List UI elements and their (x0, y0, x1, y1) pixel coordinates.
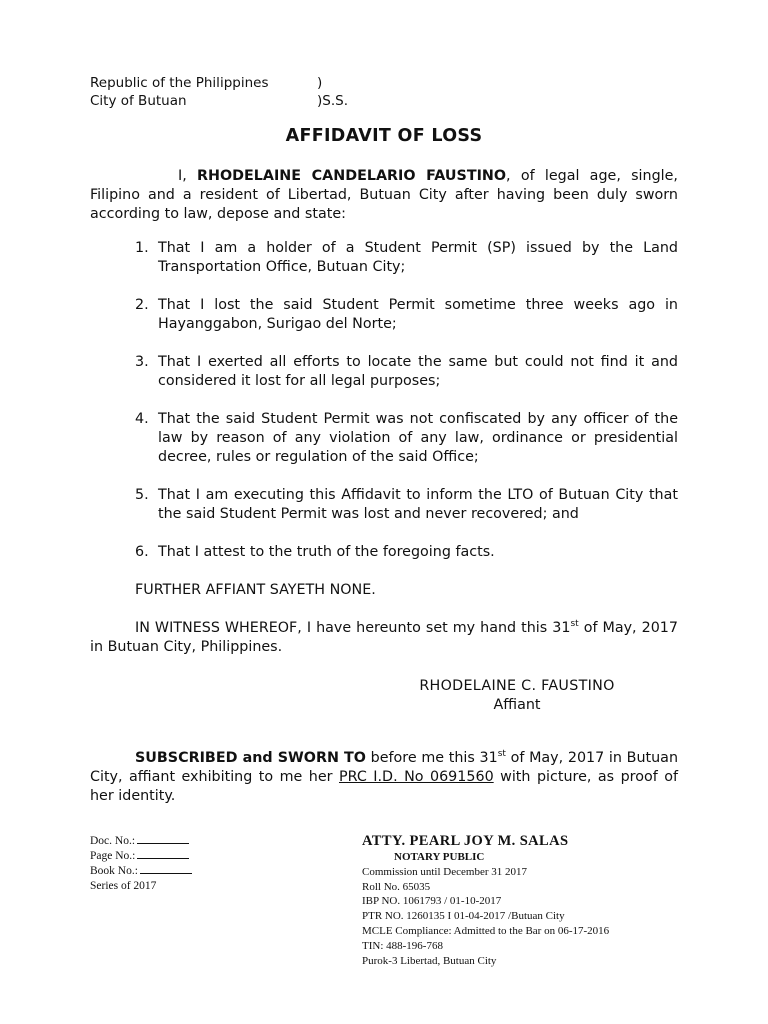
jurat-text-3: with picture, as proof of her identity. (90, 769, 678, 804)
venue-republic: Republic of the Philippines (90, 75, 269, 91)
doc-no-label: Doc. No.: (90, 835, 136, 847)
book-no-blank (140, 864, 192, 874)
notary-detail-line: Commission until December 31 2017 (362, 865, 527, 878)
notary-detail-line: Roll No. 65035 (362, 880, 431, 893)
list-item (90, 239, 678, 277)
page-no-blank (137, 849, 189, 859)
item-number: 5. (135, 487, 149, 503)
notary-detail-line: IBP NO. 1061793 / 01-10-2017 (362, 895, 502, 908)
item-text: That I attest to the truth of the foregoing facts. (158, 544, 495, 560)
jurat-text-2: of May, 2017 in Butuan City, affiant exhibiting to me her (90, 750, 679, 785)
item-text: That I am a holder of a Student Permit (SP) issued by the Land Transportation Office, Butuan City; (158, 240, 678, 275)
doc-no-row (90, 834, 192, 849)
item-number: 4. (135, 411, 149, 427)
venue-row-republic (90, 74, 490, 92)
venue-ss-mark: )S.S. (317, 93, 348, 109)
item-text: That I am executing this Affidavit to inform the LTO of Butuan City that the said Student Permit was lost and never recovered; and (158, 487, 678, 522)
notarial-register-block (90, 834, 192, 894)
jurat-lead: SUBSCRIBED and SWORN TO (135, 750, 366, 766)
venue-city: City of Butuan (90, 93, 187, 109)
statement-list (90, 239, 678, 562)
book-no-label: Book No.: (90, 865, 138, 877)
list-item (90, 543, 678, 562)
item-text: That the said Student Permit was not confiscated by any officer of the law by reason of any violation of any law, ordinance or presidential decree, rules or regulation of the said Office; (158, 411, 678, 465)
series-label: Series of 2017 (90, 880, 157, 892)
item-text: That I exerted all efforts to locate the same but could not find it and considered it lost for all legal purposes; (158, 354, 678, 389)
list-item (90, 486, 678, 524)
prc-id-number: PRC I.D. No 0691560 (339, 769, 494, 785)
venue-bracket: ) (317, 75, 323, 91)
witness-after: of May, 2017 in Butuan City, Philippines. (90, 620, 678, 655)
list-item (90, 353, 678, 391)
affiant-name: RHODELAINE C. FAUSTINO (419, 678, 615, 694)
page-no-row (90, 849, 192, 864)
item-number: 6. (135, 544, 149, 560)
notary-block (362, 832, 609, 968)
intro-paragraph (90, 167, 678, 224)
notary-title: NOTARY PUBLIC (394, 851, 485, 863)
list-item (90, 410, 678, 467)
affidavit-body (90, 167, 678, 657)
jurat-text-1: before me this 31 (365, 750, 498, 766)
further-affiant-statement: FURTHER AFFIANT SAYETH NONE. (135, 582, 376, 598)
jurat-ordinal: st (497, 749, 506, 760)
affiant-signature-block (0, 677, 768, 715)
notary-detail-line: PTR NO. 1260135 I 01-04-2017 /Butuan City (362, 910, 565, 923)
affiant-full-name: RHODELAINE CANDELARIO FAUSTINO (197, 168, 507, 184)
item-text: That I lost the said Student Permit sometime three weeks ago in Hayanggabon, Surigao del Norte; (158, 297, 678, 332)
item-number: 1. (135, 240, 149, 256)
intro-rest: , of legal age, single, Filipino and a resident of Libertad, Butuan City after having been duly sworn according to law, depose and state: (90, 168, 678, 222)
doc-no-blank (137, 834, 189, 844)
notary-name: ATTY. PEARL JOY M. SALAS (362, 833, 569, 849)
book-no-row (90, 864, 192, 879)
intro-prefix: I, (178, 168, 198, 184)
notary-detail-line: MCLE Compliance: Admitted to the Bar on 06-17-2016 (362, 924, 610, 937)
witness-before: IN WITNESS WHEREOF, I have hereunto set my hand this 31 (135, 620, 571, 636)
page-no-label: Page No.: (90, 850, 136, 862)
jurat-paragraph (90, 749, 678, 806)
item-number: 2. (135, 297, 149, 313)
notary-detail-line: Purok-3 Libertad, Butuan City (362, 954, 497, 967)
list-item (90, 296, 678, 334)
witness-paragraph (90, 619, 678, 657)
witness-ordinal: st (570, 619, 579, 630)
item-number: 3. (135, 354, 149, 370)
notary-detail-line: TIN: 488-196-768 (362, 939, 443, 952)
venue-block (90, 74, 490, 110)
document-title: AFFIDAVIT OF LOSS (285, 126, 483, 146)
venue-row-city (90, 92, 490, 110)
affiant-label: Affiant (493, 697, 541, 713)
